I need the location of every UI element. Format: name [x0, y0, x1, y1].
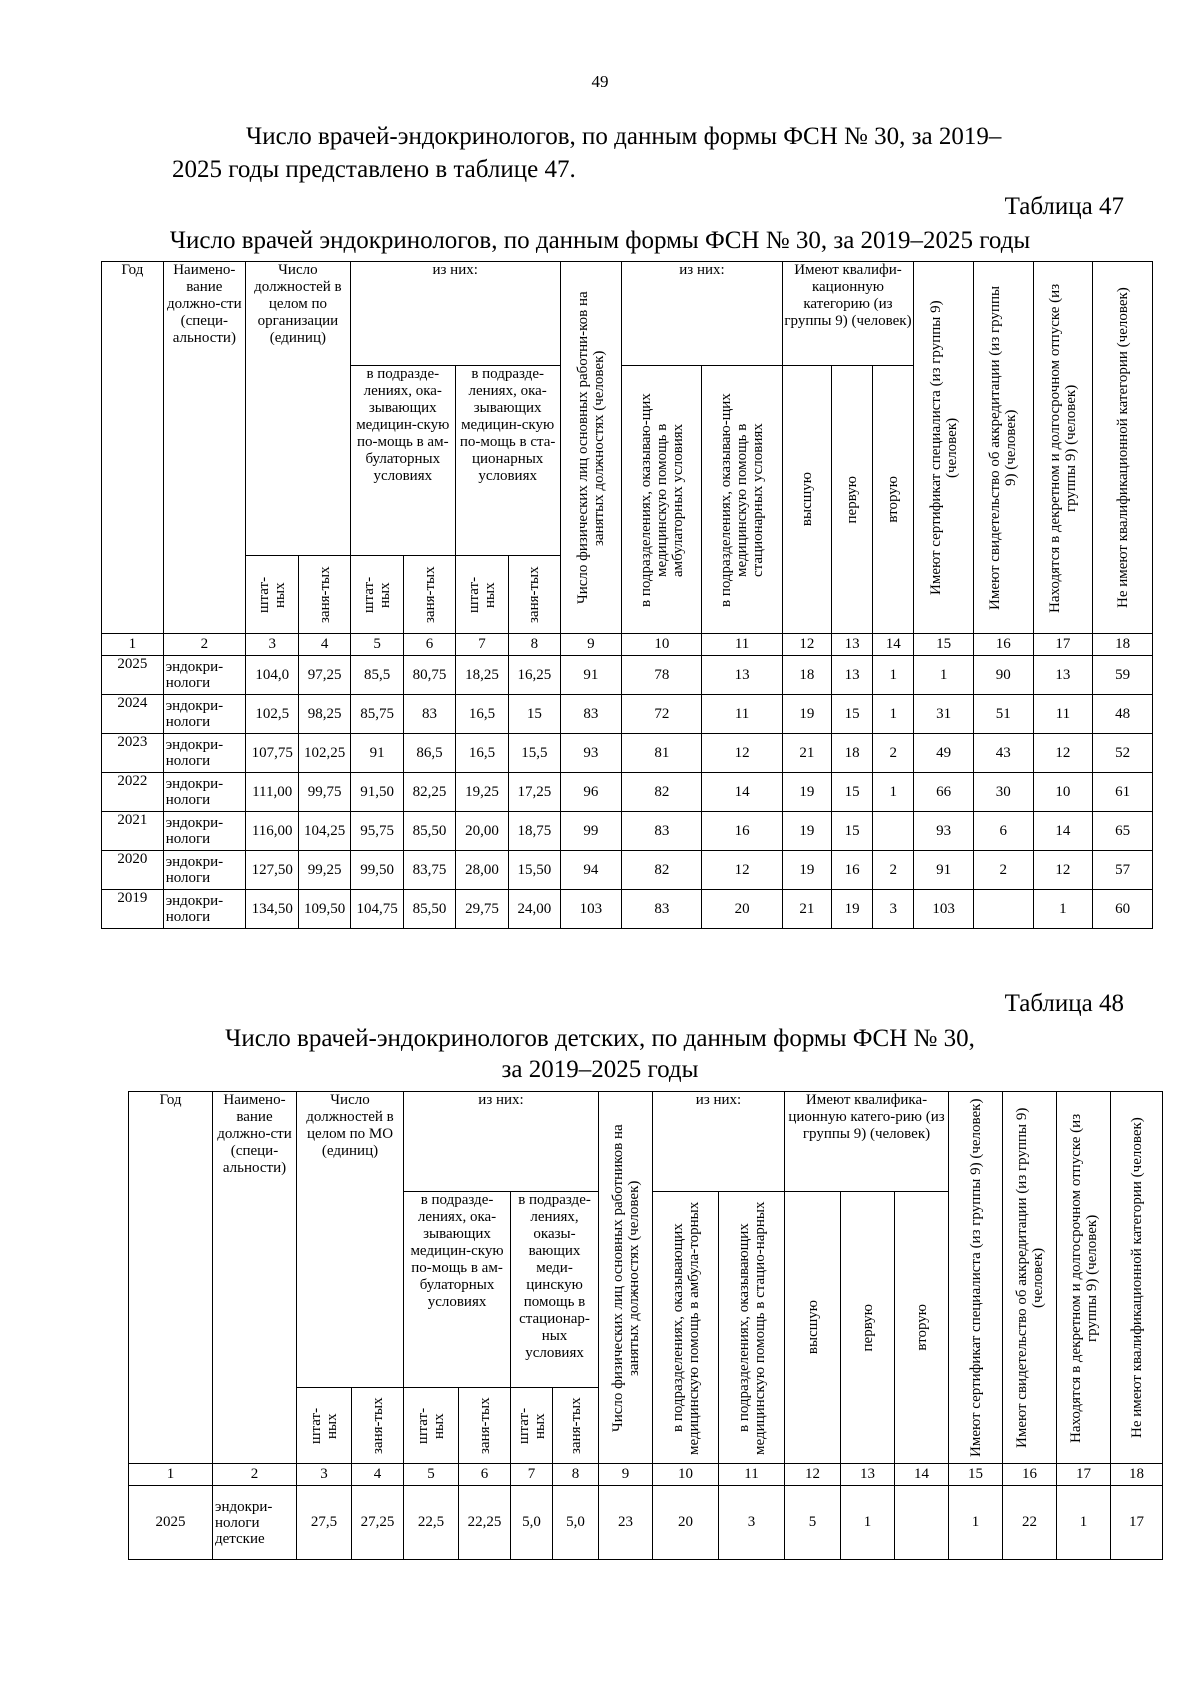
table-cell: 107,75 [245, 734, 298, 773]
cell-position: эндокри-нологи [163, 695, 245, 734]
header-occupied: заня-тых [299, 556, 350, 634]
header-second: вторую [895, 1192, 949, 1464]
header-occupied: заня-тых [404, 556, 455, 634]
column-number: 11 [719, 1464, 785, 1486]
table-cell: 16 [702, 812, 782, 851]
cell-position: эндокри-нологи [163, 851, 245, 890]
table-47 [101, 261, 1153, 929]
table-cell: 15 [832, 773, 873, 812]
column-number: 1 [102, 634, 164, 656]
table-cell: 13 [702, 656, 782, 695]
column-number: 18 [1111, 1464, 1163, 1486]
table-cell: 82,25 [404, 773, 455, 812]
table-row [102, 812, 1153, 851]
table-cell: 22 [1003, 1486, 1057, 1560]
table-cell: 19 [782, 695, 831, 734]
column-number: 6 [459, 1464, 511, 1486]
table-cell: 72 [622, 695, 702, 734]
table-cell [895, 1486, 949, 1560]
table-cell: 83 [560, 695, 622, 734]
header-persons-ambulatory: в подразделениях, оказываю-щих медицинскую помощь в амбулаторных условиях [622, 366, 702, 634]
column-number: 14 [895, 1464, 949, 1486]
header-inpatient: в подразде-лениях, оказы-вающих меди-цинскую помощь в стационар-ных условиях [511, 1192, 599, 1388]
table-cell: 31 [914, 695, 974, 734]
cell-position: эндокри-нологи [163, 890, 245, 929]
table-cell: 116,00 [245, 812, 298, 851]
header-persons: Число физических лиц основных работников на занятых должностях (человек) [599, 1092, 653, 1464]
header-occupied: заня-тых [459, 1388, 511, 1464]
column-number: 1 [129, 1464, 213, 1486]
table-cell: 11 [1033, 695, 1093, 734]
header-ambulatory: в подразде-лениях, ока-зывающих медицин-скую по-мощь в ам-булаторных условиях [404, 1192, 511, 1388]
table-cell: 5 [785, 1486, 841, 1560]
table-cell: 52 [1093, 734, 1153, 773]
column-number: 15 [914, 634, 974, 656]
table-cell: 99 [560, 812, 622, 851]
table-cell: 43 [973, 734, 1033, 773]
table-cell: 1 [873, 695, 914, 734]
table-cell: 12 [702, 734, 782, 773]
header-occupied: заня-тых [509, 556, 560, 634]
table-cell: 27,5 [297, 1486, 352, 1560]
column-number: 11 [702, 634, 782, 656]
cell-year: 2022 [102, 773, 164, 812]
column-number: 12 [785, 1464, 841, 1486]
table-cell: 20 [702, 890, 782, 929]
intro-paragraph [172, 120, 1102, 186]
header-staff: штат-ных [297, 1388, 352, 1464]
column-number: 17 [1033, 634, 1093, 656]
cell-year: 2021 [102, 812, 164, 851]
table-cell: 17,25 [509, 773, 560, 812]
table-cell: 18 [782, 656, 831, 695]
table-cell: 57 [1093, 851, 1153, 890]
table-cell: 14 [1033, 812, 1093, 851]
table-cell: 91 [914, 851, 974, 890]
table-cell: 21 [782, 734, 831, 773]
table-cell: 91 [560, 656, 622, 695]
table-cell: 83 [404, 695, 455, 734]
table-cell: 18 [832, 734, 873, 773]
column-number: 2 [213, 1464, 297, 1486]
header-staff: штат-ных [404, 1388, 459, 1464]
table-cell: 91 [350, 734, 403, 773]
header-persons-inpatient: в подразделениях, оказываю-щих медицинскую помощь в стационарных условиях [702, 366, 782, 634]
header-of-them-2: из них: [653, 1092, 785, 1192]
header-leave: Находятся в декретном и долгосрочном отпуске (из группы 9) (человек) [1033, 262, 1093, 634]
column-number-row [102, 634, 1153, 656]
table-cell: 65 [1093, 812, 1153, 851]
table-cell: 19 [832, 890, 873, 929]
table-cell: 1 [1033, 890, 1093, 929]
table-cell: 10 [1033, 773, 1093, 812]
table-cell: 83,75 [404, 851, 455, 890]
table-cell: 15 [832, 695, 873, 734]
column-number: 4 [352, 1464, 404, 1486]
table-cell: 104,25 [299, 812, 350, 851]
header-persons-inpatient: в подразделениях, оказывающих медицинскую помощь в стацио-нарных [719, 1192, 785, 1464]
header-qualification: Имеют квалифи-кационную категорию (из группы 9) (человек) [782, 262, 914, 366]
table-cell: 16 [832, 851, 873, 890]
table-cell: 86,5 [404, 734, 455, 773]
table-cell: 1 [841, 1486, 895, 1560]
header-total-positions: Число должностей в целом по организации (единиц) [245, 262, 350, 556]
table-48-caption [0, 1023, 1200, 1085]
table-cell: 1 [949, 1486, 1003, 1560]
header-first: первую [841, 1192, 895, 1464]
header-first: первую [832, 366, 873, 634]
table-cell: 80,75 [404, 656, 455, 695]
table-cell: 19,25 [455, 773, 508, 812]
header-no-category: Не имеют квалификационной категории (человек) [1093, 262, 1153, 634]
table-cell: 17 [1111, 1486, 1163, 1560]
cell-year: 2020 [102, 851, 164, 890]
table-cell: 97,25 [299, 656, 350, 695]
column-number: 13 [832, 634, 873, 656]
table-cell: 93 [914, 812, 974, 851]
header-occupied: заня-тых [352, 1388, 404, 1464]
table-cell: 99,75 [299, 773, 350, 812]
table-cell: 12 [1033, 734, 1093, 773]
table-cell: 18,25 [455, 656, 508, 695]
table-cell: 48 [1093, 695, 1153, 734]
column-number: 13 [841, 1464, 895, 1486]
header-staff: штат-ных [455, 556, 508, 634]
column-number: 5 [404, 1464, 459, 1486]
table-cell: 81 [622, 734, 702, 773]
cell-year: 2019 [102, 890, 164, 929]
header-of-them: из них: [404, 1092, 599, 1192]
table-cell: 85,5 [350, 656, 403, 695]
column-number: 9 [599, 1464, 653, 1486]
column-number: 3 [297, 1464, 352, 1486]
column-number: 3 [245, 634, 298, 656]
header-highest: высшую [782, 366, 831, 634]
table-cell: 20 [653, 1486, 719, 1560]
column-number: 7 [455, 634, 508, 656]
table-cell: 19 [782, 851, 831, 890]
table-cell: 134,50 [245, 890, 298, 929]
table-cell: 22,5 [404, 1486, 459, 1560]
column-number: 6 [404, 634, 455, 656]
table-cell: 51 [973, 695, 1033, 734]
table-cell: 28,00 [455, 851, 508, 890]
header-no-category: Не имеют квалификационной категории (человек) [1111, 1092, 1163, 1464]
table-cell [873, 812, 914, 851]
table-row [129, 1486, 1163, 1560]
table-cell: 3 [873, 890, 914, 929]
table-cell: 15,50 [509, 851, 560, 890]
table-cell: 6 [973, 812, 1033, 851]
table-cell: 5,0 [553, 1486, 599, 1560]
column-number: 18 [1093, 634, 1153, 656]
header-position: Наимено-вание должно-сти (специ-альности) [163, 262, 245, 634]
header-of-them-2: из них: [622, 262, 782, 366]
cell-position: эндокри-нологи [163, 734, 245, 773]
column-number: 17 [1057, 1464, 1111, 1486]
table-47-label: Таблица 47 [1004, 193, 1124, 220]
table-48-caption-line-2: за 2019–2025 годы [501, 1056, 699, 1083]
column-number: 9 [560, 634, 622, 656]
table-cell: 5,0 [511, 1486, 553, 1560]
table-cell: 60 [1093, 890, 1153, 929]
table-cell: 99,25 [299, 851, 350, 890]
table-cell: 102,5 [245, 695, 298, 734]
cell-year: 2025 [102, 656, 164, 695]
cell-year: 2023 [102, 734, 164, 773]
table-cell: 102,25 [299, 734, 350, 773]
table-cell: 78 [622, 656, 702, 695]
column-number: 10 [622, 634, 702, 656]
table-cell: 16,5 [455, 695, 508, 734]
table-cell: 11 [702, 695, 782, 734]
header-inpatient: в подразде-лениях, ока-зывающих медицин-скую по-мощь в ста-ционарных условиях [455, 366, 560, 556]
table-cell: 127,50 [245, 851, 298, 890]
table-cell: 20,00 [455, 812, 508, 851]
header-ambulatory: в подразде-лениях, ока-зывающих медицин-скую по-мощь в ам-булаторных условиях [350, 366, 455, 556]
column-number-row [129, 1464, 1163, 1486]
table-cell: 95,75 [350, 812, 403, 851]
table-cell: 18,75 [509, 812, 560, 851]
header-persons-ambulatory: в подразделениях, оказывающих медицинскую помощь в амбула-торных [653, 1192, 719, 1464]
column-number: 14 [873, 634, 914, 656]
header-total-positions: Число должностей в целом по МО (единиц) [297, 1092, 404, 1388]
header-staff: штат-ных [350, 556, 403, 634]
table-cell: 111,00 [245, 773, 298, 812]
table-cell: 14 [702, 773, 782, 812]
cell-position: эндокри-нологи [163, 656, 245, 695]
header-qualification: Имеют квалифика-ционную катего-рию (из группы 9) (человек) [785, 1092, 949, 1192]
table-48-caption-line-1: Число врачей-эндокринологов детских, по данным формы ФСН № 30, [225, 1025, 975, 1052]
header-accreditation: Имеют свидетельство об аккредитации (из группы 9) (человек) [1003, 1092, 1057, 1464]
column-number: 16 [1003, 1464, 1057, 1486]
header-certificate: Имеют сертификат специалиста (из группы 9) (человек) [914, 262, 974, 634]
table-cell: 103 [914, 890, 974, 929]
table-cell: 21 [782, 890, 831, 929]
table-cell: 93 [560, 734, 622, 773]
table-cell: 96 [560, 773, 622, 812]
table-47-caption: Число врачей эндокринологов, по данным формы ФСН № 30, за 2019–2025 годы [169, 227, 1031, 254]
table-cell: 3 [719, 1486, 785, 1560]
column-number: 16 [973, 634, 1033, 656]
header-leave: Находятся в декретном и долгосрочном отпуске (из группы 9) (человек) [1057, 1092, 1111, 1464]
table-cell: 103 [560, 890, 622, 929]
table-cell [973, 890, 1033, 929]
header-highest: высшую [785, 1192, 841, 1464]
column-number: 15 [949, 1464, 1003, 1486]
table-cell: 13 [1033, 656, 1093, 695]
header-persons: Число физических лиц основных работни-ков на занятых должностях (человек) [560, 262, 622, 634]
table-cell: 104,0 [245, 656, 298, 695]
table-cell: 98,25 [299, 695, 350, 734]
table-cell: 99,50 [350, 851, 403, 890]
cell-position: эндокри-нологи [163, 812, 245, 851]
table-cell: 1 [873, 656, 914, 695]
table-cell: 2 [973, 851, 1033, 890]
column-number: 7 [511, 1464, 553, 1486]
table-cell: 15,5 [509, 734, 560, 773]
table-cell: 23 [599, 1486, 653, 1560]
table-cell: 91,50 [350, 773, 403, 812]
table-cell: 90 [973, 656, 1033, 695]
table-row [102, 773, 1153, 812]
table-cell: 27,25 [352, 1486, 404, 1560]
table-cell: 85,75 [350, 695, 403, 734]
header-position: Наимено-вание должно-сти (специ-альности) [213, 1092, 297, 1464]
header-second: вторую [873, 366, 914, 634]
table-cell: 85,50 [404, 890, 455, 929]
intro-line-2: 2025 годы представлено в таблице 47. [172, 156, 576, 183]
header-staff: штат-ных [245, 556, 298, 634]
table-row [102, 851, 1153, 890]
table-cell: 2 [873, 734, 914, 773]
column-number: 10 [653, 1464, 719, 1486]
table-cell: 19 [782, 812, 831, 851]
table-48 [128, 1091, 1163, 1560]
column-number: 12 [782, 634, 831, 656]
table-cell: 16,25 [509, 656, 560, 695]
table-cell: 29,75 [455, 890, 508, 929]
table-row [102, 734, 1153, 773]
column-number: 8 [509, 634, 560, 656]
table-cell: 83 [622, 890, 702, 929]
column-number: 2 [163, 634, 245, 656]
page-number: 49 [591, 72, 609, 91]
header-certificate: Имеют сертификат специалиста (из группы 9) (человек) [949, 1092, 1003, 1464]
table-cell: 82 [622, 773, 702, 812]
table-cell: 94 [560, 851, 622, 890]
header-of-them: из них: [350, 262, 560, 366]
table-cell: 15 [509, 695, 560, 734]
table-cell: 1 [914, 656, 974, 695]
table-cell: 109,50 [299, 890, 350, 929]
table-cell: 1 [873, 773, 914, 812]
header-year: Год [129, 1092, 213, 1464]
table-cell: 15 [832, 812, 873, 851]
table-cell: 66 [914, 773, 974, 812]
table-cell: 16,5 [455, 734, 508, 773]
table-cell: 104,75 [350, 890, 403, 929]
table-cell: 30 [973, 773, 1033, 812]
cell-year: 2025 [129, 1486, 213, 1560]
table-cell: 1 [1057, 1486, 1111, 1560]
table-cell: 85,50 [404, 812, 455, 851]
table-row [102, 695, 1153, 734]
header-year: Год [102, 262, 164, 634]
table-row [102, 656, 1153, 695]
table-cell: 2 [873, 851, 914, 890]
table-cell: 59 [1093, 656, 1153, 695]
table-cell: 83 [622, 812, 702, 851]
column-number: 5 [350, 634, 403, 656]
table-cell: 49 [914, 734, 974, 773]
cell-year: 2024 [102, 695, 164, 734]
intro-line-1: Число врачей-эндокринологов, по данным формы ФСН № 30, за 2019– [246, 123, 1002, 150]
table-cell: 61 [1093, 773, 1153, 812]
header-occupied: заня-тых [553, 1388, 599, 1464]
column-number: 4 [299, 634, 350, 656]
cell-position: эндокри-нологи детские [213, 1486, 297, 1560]
table-cell: 24,00 [509, 890, 560, 929]
column-number: 8 [553, 1464, 599, 1486]
header-accreditation: Имеют свидетельство об аккредитации (из группы 9) (человек) [973, 262, 1033, 634]
header-staff: штат-ных [511, 1388, 553, 1464]
table-cell: 12 [702, 851, 782, 890]
table-cell: 19 [782, 773, 831, 812]
table-48-label: Таблица 48 [1004, 990, 1124, 1017]
table-cell: 12 [1033, 851, 1093, 890]
table-row [102, 890, 1153, 929]
table-cell: 13 [832, 656, 873, 695]
table-cell: 22,25 [459, 1486, 511, 1560]
cell-position: эндокри-нологи [163, 773, 245, 812]
table-cell: 82 [622, 851, 702, 890]
